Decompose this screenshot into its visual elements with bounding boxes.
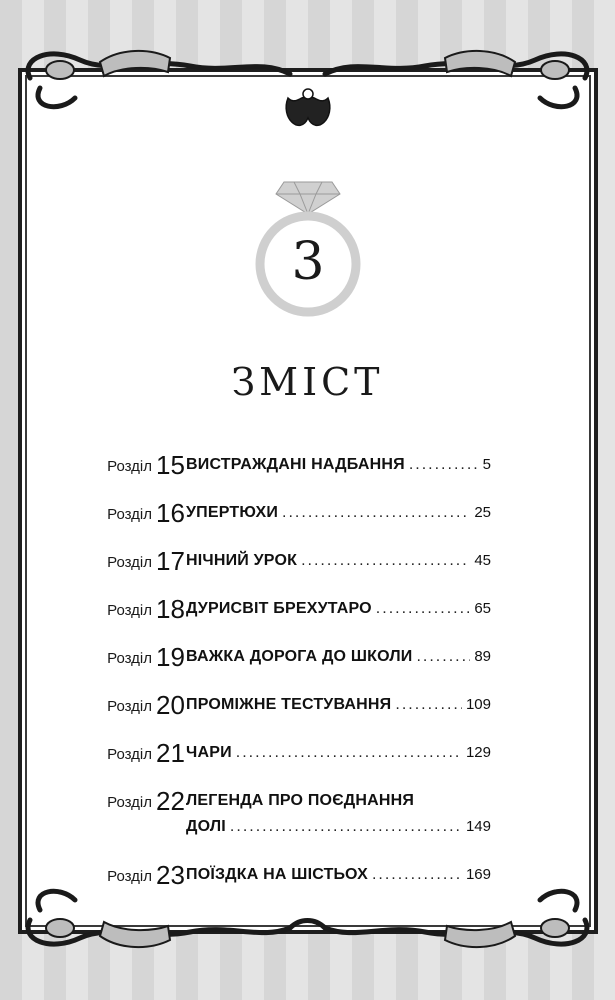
leader-dots <box>376 600 471 618</box>
leader-dots <box>301 552 470 570</box>
chapter-word: Розділ <box>107 602 152 619</box>
chapter-page: 5 <box>482 456 491 473</box>
toc-entry <box>0 445 615 485</box>
chapter-word: Розділ <box>107 650 152 667</box>
chapter-word: Розділ <box>107 506 152 523</box>
chapter-number: 21 <box>156 738 185 768</box>
chapter-title: ДУРИСВІТ БРЕХУТАРО <box>186 600 372 617</box>
leader-dots <box>395 696 462 714</box>
chapter-page: 129 <box>465 744 491 761</box>
chapter-title: НІЧНИЙ УРОК <box>186 552 298 569</box>
top-scroll-ornament <box>0 18 615 128</box>
chapter-title: ЛЕГЕНДА ПРО ПОЄДНАННЯ <box>186 792 415 809</box>
chapter-line <box>186 792 491 816</box>
chapter-number: 19 <box>156 642 185 672</box>
chapter-word: Розділ <box>107 458 152 475</box>
bottom-scroll-ornament <box>0 880 615 990</box>
leader-dots <box>230 818 462 836</box>
chapter-word: Розділ <box>107 794 152 811</box>
leader-dots <box>236 744 462 762</box>
toc-entry <box>0 493 615 533</box>
chapter-line <box>186 552 491 576</box>
chapter-line <box>186 600 491 624</box>
chapter-line-continued <box>186 818 491 842</box>
chapter-word: Розділ <box>107 554 152 571</box>
chapter-line <box>186 456 491 480</box>
chapter-number: 17 <box>156 546 185 576</box>
toc-entry <box>0 637 615 677</box>
chapter-line <box>186 504 491 528</box>
chapter-title: ЧАРИ <box>186 744 232 761</box>
toc-entry <box>0 589 615 629</box>
chapter-page: 89 <box>474 648 491 665</box>
chapter-title: ПРОМІЖНЕ ТЕСТУВАННЯ <box>186 696 392 713</box>
chapter-number: 23 <box>156 860 185 890</box>
chapter-page: 169 <box>465 866 491 883</box>
chapter-title: ВИСТРАЖДАНІ НАДБАННЯ <box>186 456 405 473</box>
chapter-title: УПЕРТЮХИ <box>186 504 279 521</box>
leader-dots <box>282 504 470 522</box>
chapter-page: 25 <box>474 504 491 521</box>
chapter-number: 20 <box>156 690 185 720</box>
chapter-number: 22 <box>156 786 185 816</box>
toc-title: ЗМІСТ <box>231 360 384 404</box>
chapter-title: ПОЇЗДКА НА ШІСТЬОХ <box>186 866 368 883</box>
chapter-line <box>186 744 491 768</box>
chapter-page: 109 <box>465 696 491 713</box>
toc-entry <box>0 685 615 725</box>
toc-entry <box>0 541 615 581</box>
chapter-word: Розділ <box>107 698 152 715</box>
leader-dots <box>416 648 470 666</box>
chapter-page: 65 <box>474 600 491 617</box>
chapter-line <box>186 696 491 720</box>
toc-entry <box>0 733 615 773</box>
chapter-number: 15 <box>156 450 185 480</box>
chapter-number: 16 <box>156 498 185 528</box>
leader-dots <box>409 456 479 474</box>
chapter-number: 18 <box>156 594 185 624</box>
chapter-title-continued: ДОЛІ <box>186 818 226 835</box>
toc-entry <box>0 781 615 847</box>
chapter-page: 45 <box>474 552 491 569</box>
chapter-page: 149 <box>465 818 491 835</box>
chapter-line <box>186 648 491 672</box>
chapter-title: ВАЖКА ДОРОГА ДО ШКОЛИ <box>186 648 413 665</box>
volume-number: 3 <box>291 232 325 292</box>
chapter-word: Розділ <box>107 746 152 763</box>
chapter-word: Розділ <box>107 868 152 885</box>
